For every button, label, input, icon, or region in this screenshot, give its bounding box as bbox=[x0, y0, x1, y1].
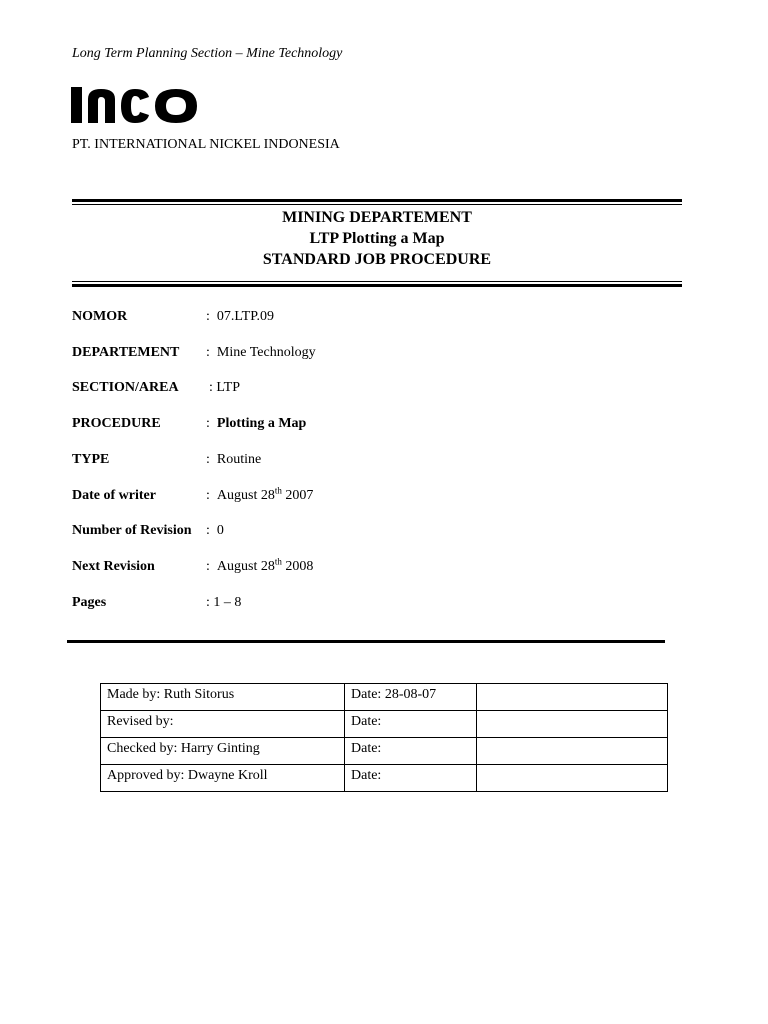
table-row bbox=[101, 765, 668, 792]
field-value bbox=[206, 414, 306, 434]
signoff-signature bbox=[477, 684, 668, 711]
field-separator: : bbox=[209, 380, 213, 395]
title-bottom-rule-thin bbox=[72, 281, 682, 282]
title-line-2: LTP Plotting a Map bbox=[309, 230, 445, 247]
field-value-text: 07.LTP.09 bbox=[216, 309, 274, 324]
field-value bbox=[206, 557, 313, 577]
table-row bbox=[101, 711, 668, 738]
signoff-date: Date: bbox=[345, 738, 477, 765]
field-value-text: LTP bbox=[216, 380, 240, 395]
field-value-text: August 28 bbox=[216, 559, 275, 574]
field-separator: : bbox=[206, 345, 210, 360]
ordinal-suffix: th bbox=[274, 556, 282, 567]
title-bottom-rule-thick bbox=[72, 284, 682, 287]
field-value bbox=[206, 521, 224, 541]
signoff-person: Checked by: Harry Ginting bbox=[101, 738, 345, 765]
company-name: PT. INTERNATIONAL NICKEL INDONESIA bbox=[72, 137, 340, 152]
field-value-text: August 28 bbox=[216, 488, 275, 503]
document-title bbox=[72, 207, 682, 270]
field-label: NOMOR bbox=[72, 309, 128, 324]
signoff-table bbox=[100, 683, 668, 792]
signoff-person: Approved by: Dwayne Kroll bbox=[101, 765, 345, 792]
signoff-person: Made by: Ruth Sitorus bbox=[101, 684, 345, 711]
field-label: TYPE bbox=[72, 452, 110, 467]
signoff-date: Date: bbox=[345, 711, 477, 738]
ordinal-suffix: th bbox=[274, 485, 282, 496]
table-row bbox=[101, 684, 668, 711]
signoff-date: Date: 28-08-07 bbox=[345, 684, 477, 711]
field-separator: : bbox=[206, 523, 210, 538]
field-value-text: 0 bbox=[216, 523, 224, 538]
field-value bbox=[206, 307, 274, 327]
field-separator: : bbox=[206, 452, 210, 467]
field-label: Number of Revision bbox=[72, 523, 192, 538]
signoff-date: Date: bbox=[345, 765, 477, 792]
field-value bbox=[206, 450, 261, 470]
signoff-person: Revised by: bbox=[101, 711, 345, 738]
field-value-year: 2008 bbox=[281, 559, 314, 574]
title-top-rule-thin bbox=[72, 204, 682, 205]
field-value-year: 2007 bbox=[281, 488, 314, 503]
table-row bbox=[101, 738, 668, 765]
field-label: DEPARTEMENT bbox=[72, 345, 180, 360]
field-value-text: Routine bbox=[216, 452, 262, 467]
field-label: Date of writer bbox=[72, 488, 156, 503]
field-value-text: Plotting a Map bbox=[216, 416, 307, 431]
field-separator: : bbox=[206, 309, 210, 324]
field-value bbox=[209, 378, 240, 398]
field-label: Pages bbox=[72, 595, 107, 610]
inco-logo bbox=[71, 85, 203, 125]
signoff-signature bbox=[477, 765, 668, 792]
field-value bbox=[206, 343, 316, 363]
field-value bbox=[206, 486, 313, 506]
signoff-signature bbox=[477, 711, 668, 738]
field-label: PROCEDURE bbox=[72, 416, 161, 431]
section-header: Long Term Planning Section – Mine Technology bbox=[72, 46, 343, 61]
field-separator: : bbox=[206, 595, 210, 610]
signoff-signature bbox=[477, 738, 668, 765]
title-line-3: STANDARD JOB PROCEDURE bbox=[262, 251, 492, 268]
title-top-rule-thick bbox=[72, 199, 682, 202]
field-value-text: Mine Technology bbox=[216, 345, 316, 360]
field-separator: : bbox=[206, 559, 210, 574]
field-label: SECTION/AREA bbox=[72, 380, 179, 395]
section-divider bbox=[67, 640, 665, 643]
title-line-1: MINING DEPARTEMENT bbox=[282, 209, 472, 226]
field-label: Next Revision bbox=[72, 559, 155, 574]
field-separator: : bbox=[206, 488, 210, 503]
field-value-text: 1 – 8 bbox=[213, 595, 242, 610]
field-separator: : bbox=[206, 416, 210, 431]
field-value bbox=[206, 593, 241, 613]
